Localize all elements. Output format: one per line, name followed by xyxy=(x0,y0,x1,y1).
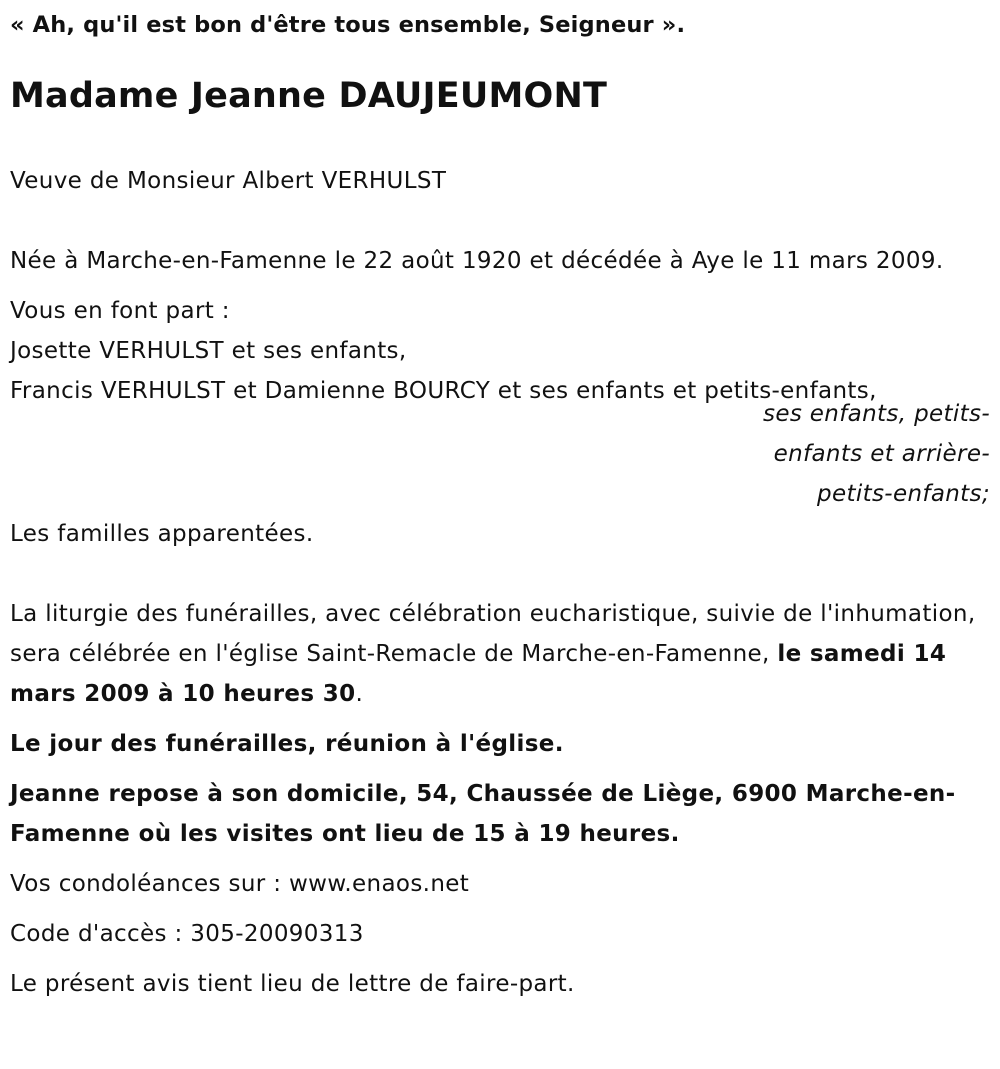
notice-line: Le présent avis tient lieu de lettre de faire-part. xyxy=(10,971,575,997)
related-families: Les familles apparentées. xyxy=(10,521,314,547)
announcer-line: Francis VERHULST et Damienne BOURCY et ses enfants et petits-enfants, xyxy=(10,378,877,404)
announcer-line: Josette VERHULST et ses enfants, xyxy=(10,338,407,364)
liturgy-date: le samedi 14 mars 2009 à 10 heures 30 xyxy=(10,641,947,707)
birth-death-line: Née à Marche-en-Famenne le 22 août 1920 et décédée à Aye le 11 mars 2009. xyxy=(10,248,944,274)
italic-line: ses enfants, petits- xyxy=(762,401,990,427)
rests-note: Jeanne repose à son domicile, 54, Chaussée de Liège, 6900 Marche-en-Famenne où les visites ont lieu de 15 à 19 heures. xyxy=(10,781,956,847)
widow-of-line: Veuve de Monsieur Albert VERHULST xyxy=(10,168,447,194)
opening-quote: « Ah, qu'il est bon d'être tous ensemble, Seigneur ». xyxy=(10,12,686,38)
access-code-line: Code d'accès : 305-20090313 xyxy=(10,921,364,947)
italic-line: petits-enfants; xyxy=(817,481,990,507)
meeting-note: Le jour des funérailles, réunion à l'église. xyxy=(10,731,564,757)
liturgy-paragraph xyxy=(10,594,990,714)
condolences-line: Vos condoléances sur : www.enaos.net xyxy=(10,871,470,897)
right-italic-family-block xyxy=(10,394,990,514)
liturgy-text: La liturgie des funérailles, avec célébration eucharistique, suivie de l'inhumation, sera célébrée en l'église Saint-Remacle de Marche-en-Famenne, xyxy=(10,601,976,667)
liturgy-end: . xyxy=(355,681,364,707)
announcers-intro: Vous en font part : xyxy=(10,298,230,324)
italic-line: enfants et arrière- xyxy=(773,441,990,467)
deceased-name: Madame Jeanne DAUJEUMONT xyxy=(10,76,608,116)
